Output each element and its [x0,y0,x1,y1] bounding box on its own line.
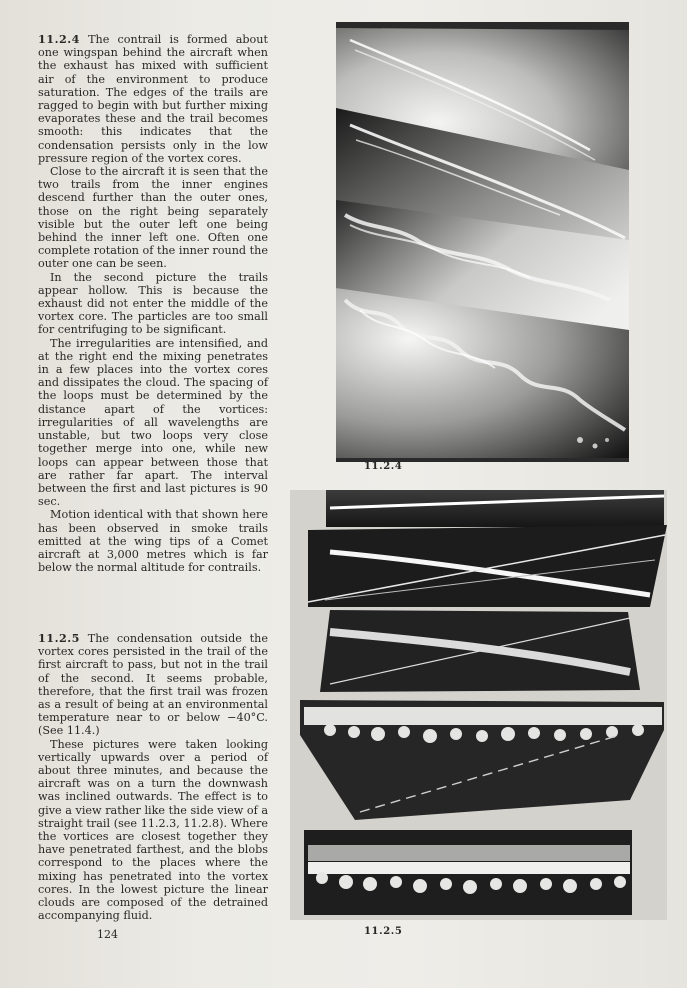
section-number: 11.2.5 [38,631,80,645]
figure-11-2-4 [336,22,629,462]
section-number: 11.2.4 [38,32,80,46]
paragraph: 11.2.4 The contrail is formed about one wingspan behind the aircraft when the exhaust has mixed with sufficient air of the environment to produce saturation. The edges of the trails are ragged to begin with but further mixing evaporates these and the trail becomes smooth: this indicates that the condensation persists only in the low pressure region of the vortex cores. [38,32,268,165]
photo-2 [308,525,667,607]
paragraph: These pictures were taken looking vertically upwards over a period of about three minutes, and because the aircraft was on a turn the downwash was inclined outwards. The effect is to give a view rather like the side view of a straight trail (see 11.2.3, 11.2.8). Where the vortices are closest together they have penetrated farthest, and the blobs correspond to the places where the mixing has penetrated into the vortex cores. In the lowest picture the linear clouds are composed of the detrained accompanying fluid. [38,737,268,923]
figure-11-2-5 [290,490,667,920]
paragraph: 11.2.5 The condensation outside the vortex cores persisted in the trail of the first aircraft to pass, but not in the trail of the second. It seems probable, therefore, that the first trail was frozen as a result of being at an environmental temperature near to or below −40°C. (See 11.4.) [38,631,268,738]
figure-caption: 11.2.5 [364,926,403,937]
photo-1 [326,490,664,527]
paragraph: The irregularities are intensified, and at the right end the mixing penetrates in a few places into the vortex cores and dissipates the cloud. The spacing of the loops must be determined by the distance apart of the vortices: irregularities of all wavelengths are unstable, but two loops very close together merge into one, while new loops can appear between those that are rather far apart. The interval between the first and last pictures is 90 sec. [38,336,268,509]
figure-caption: 11.2.4 [364,461,403,472]
paragraph: In the second picture the trails appear hollow. This is because the exhaust did not enter the middle of the vortex core. The particles are too small for centrifuging to be significant. [38,270,268,337]
paragraph: Motion identical with that shown here has been observed in smoke trails emitted at the wing tips of a Comet aircraft at 3,000 metres which is far below the normal altitude for contrails. [38,508,268,575]
page-number: 124 [97,928,118,941]
paragraph: Close to the aircraft it is seen that the two trails from the inner engines descend further than the outer ones, those on the right being separately visible but the outer left one being behind the inner left one. Often one complete rotation of the inner round the outer one can be seen. [38,165,268,271]
